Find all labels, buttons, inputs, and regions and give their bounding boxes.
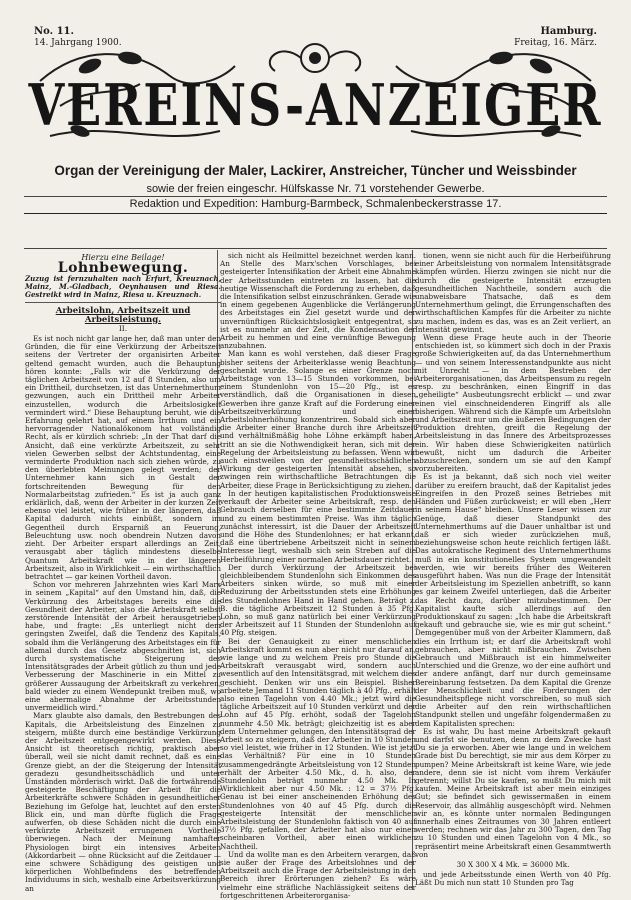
rule-bottom	[24, 213, 607, 214]
masthead-title: VEREINS-ANZEIGER	[28, 71, 603, 139]
issue-year: 14. Jahrgang 1900.	[34, 38, 122, 48]
paragraph: tionen, wenn sie nicht auch für die Herbeiführung einer Arbeitsleistung von normalem Intensitätsgrade kämpfen würden. Hierzu zwingen sie nicht nur die durch die gesteigerte Intensität erzeugten gesundheitlichen Nachtheile, sondern auch die unabweisbare Thatsache, daß es dem Unternehmerthum gelingt, die Errungenschaften des wirthschaftlichen Kampfes für die Arbeiter zu nichte zu machen, indem es das, was es an Zeit verliert, an Intensität gewinnt.	[415, 251, 611, 334]
article-title: Lohnbewegung.	[57, 260, 189, 277]
column-3	[415, 252, 611, 892]
rule-top	[24, 196, 607, 197]
paragraph: und jede Arbeitsstunde einen Werth von 40 Pfg. Läßt Du mich nun statt 10 Stunden pro Tag	[415, 870, 611, 888]
subtitle: Organ der Vereinigung der Maler, Lackirer, Anstreicher, Tüncher und Weissbinder	[54, 163, 577, 178]
column-1	[25, 252, 221, 892]
paragraph: Bei der Genauigkeit zu einer menschlichen Arbeitskraft kommt es nun aber nicht nur darauf an, wie lange und zu welchem Preis pro Stunde die Arbeitskraft verausgabt wird, sondern auch wesentlich auf den Intensitätsgrad, mit welchem dies geschieht. Denken wir uns ein Beispiel. Bisher arbeitete Jemand 11 Stunden täglich à 40 Pfg., erhält also einen Tagelohn von 4.40 Mk.; jetzt wird die tägliche Arbeitszeit auf 10 Stunden verkürzt und der Lohn auf 45 Pfg. erhöht, sodaß der Tagelohn nunmehr 4.50 Mk. beträgt; gleichzeitig ist es aber dem Unternehmer gelungen, den Intensitätsgrad der Arbeit so zu steigern, daß der Arbeiter in 10 Stunden so viel leistet, wie früher in 12 Stunden. Wie ist jetzt das Verhältniß? Für eine in 10 Stunden zusammengedrängte Arbeitsleistung von 12 Stunden erhält der Arbeiter 4.50 Mk., d. h. also, der Stundenlohn beträgt nunmehr 4.50 Mk. In Wirklichkeit aber nur 4.50 Mk. : 12 = 37½ Pfg. Genau ist bei einer anscheinenden Erhöhung des Stundenlohnes von 40 auf 45 Pfg. durch die gesteigerte Intensität der menschlichen Arbeitsleistung der Stundenlohn faktisch von 40 auf 37½ Pfg. gefallen, der Arbeiter hat also nur einen scheinbaren Vortheil, aber einen wirklichen Nachtheil.	[220, 636, 416, 851]
paragraph: sich nicht als Heilmittel bezeichnet werden kann. An Stelle des Marx'schen Vorschlages, bei gesteigerter Intensifikation der Arbeit eine Abnahme der Arbeitsstunden eintreten zu lassen, hat die heutige Wissenschaft die Forderung zu erheben, daß die Intensifikation selbst einzuschränken. Gerade wie in einem gegebenen Augenblicke die Verlängerung des Arbeitstages ein Ziel gesetzt wurde und der unvernünftigen Rücksichtslosigkeit entgegentrat, so ist es nunmehr an der Zeit, die Kondensation der Arbeit zu hemmen und eine vernünftige Bewegung anzubahnen.	[220, 251, 416, 351]
section-heading: Arbeitslohn, Arbeitszeit und Arbeitsleistung.	[55, 306, 191, 325]
issue-date: Freitag, 16. März.	[514, 38, 597, 48]
issue-place: Hamburg.	[540, 26, 597, 37]
column-2	[220, 251, 416, 900]
paragraph: Schon vor mehreren Jahrzehnten wies Karl Marx in seinem „Kapital“ auf den Umstand hin, daß, die Verkürzung des Arbeitstages bereits eine die Gesundheit der Arbeiter, also die Arbeitskraft selbst zerstörende Intensität der Arbeit herausgetrieben habe, und fragte: „Es unterliegt nicht dem geringsten Zweifel, daß die Tendenz des Kapitals, sobald ihm die Verlängerung des Arbeitstages ein für allemal durch das Gesetz abgeschnitten ist, sich durch systematische Steigerung des Intensitätsgrades der Arbeit gütlich zu thun und jede Verbesserung der Maschinerie in ein Mittel zu größerer Aussaugung der Arbeitskraft zu verkehren, bald wieder zu einem Wendepunkt treiben muß, wo eine abermalige Abnahme der Arbeitsstunden unvermeidlich wird.“	[25, 580, 221, 713]
supplement-notice: Hierzu eine Beilage!	[81, 253, 165, 262]
rule-columns	[24, 248, 607, 249]
paragraph: Wenn diese Frage heute auch in der Theorie entschieden ist, so kümmert sich doch in der Praxis große Schwierigkeiten auf, da das Unternehmerthum — und von seinem Interessenstandpunkte aus nicht mit Unrecht — in dem Bestreben der Arbeiterorganisationen, das Arbeitspensum zu regeln resp. zu beschränken, einen Eingriff in das „geheiligte“ Ausbeutungsrecht erblickt — und zwar einen viel einschneidenderen Eingriff als alle bisherigen. Während sich die Kämpfe um Arbeitslohn und Arbeitszeit nur um die äußeren Bedingungen der Produktion drehten, greift die Regelung der Arbeitsleistung in das Innere des Arbeitsprozesses ein. Wir haben diese Schwierigkeiten natürlich bewußt, nicht um dadurch die Arbeiter abzuschrecken, sondern um sie auf den Kampf vorzubereiten.	[415, 333, 611, 474]
supplement-line: sowie der freien eingeschr. Hülfskasse Nr. 71 vorstehender Gewerbe.	[146, 183, 485, 195]
paragraph: Es ist wahr, Du hast meine Arbeitskraft gekauft und darfst sie benutzen, denn zu dem Zwecke hast Du sie ja erworben. Aber wie lange und in welchem Grade bist Du berechtigt, sie mir aus dem Körper zu pumpen? Meine Arbeitskraft ist keine Ware, wie jede andere, denn sie ist nicht vom ihrem Verkäufer getrennt; willst Du sie kaufen, so mußt Du mich mit kaufen. Meine Arbeitskraft ist aber mein einziges Gut; sie befindet sich gewissermaßen in einem Reservoir, das allmählig ausgeschöpft wird. Nehmen wir an, es könnte unter normalen Bedingungen innerhalb eines Zeitraumes von 30 Jahren entleert werden; rechnen wir das Jahr zu 300 Tagen, den Tag zu 10 Stunden und einen Tagelohn von 4 Mk., so repräsentirt meine Arbeitskraft einen Gesammtwerth von	[415, 726, 611, 859]
editorial-line: Redaktion und Expedition: Hamburg-Barmbeck, Schmalenbeckerstrasse 17.	[129, 198, 502, 210]
paragraph: In der heutigen kapitalistischen Produktionsweise verkauft der Arbeiter seine Arbeitskraft, resp. den Gebrauch derselben für eine bestimmte Zeitdauer und zu einem bestimmten Preise. Was ihm täglich zunächst interessirt, ist die Dauer der Arbeitszeit und die Höhe des Stundenlohnes; er hat erkannt, daß eine übertriebene Arbeitszeit nicht in seinem Interesse liegt, weshalb sich sein Streben auf die Herbeiführung einer normalen Arbeitsdauer richtet.	[220, 488, 416, 564]
calculation: 30 X 300 X 4 Mk. = 36000 Mk.	[456, 860, 570, 870]
paragraph: Es ist ja bekannt, daß sich noch viel weiter darüber zu ereifern braucht, daß der Kapitalist jedes Eingreifen in den Prozeß seines Betriebes mit Händen und Füßen zurückweist; er will eben „Herr in seinem Hause“ bleiben. Unsere Leser wissen zur Genüge, daß dieser Standpunkt des Unternehmerthums auf die Dauer unhaltbar ist und daß er sich wieder zurückziehen muß, beziehungsweise schon heute reichlich fertigen läßt. Das autokratische Regiment des Unternehmerthums muß in ein konstitutionelles System umgewandelt werden, wie wir bereits früher des Weiteren ausgeführt haben. Was nun die Frage der Intensität der Arbeitsleistung im Speziellen anbetrifft, so kann es gar keinem Zweifel unterliegen, daß die Arbeiter das Recht dazu, darüber mitzubestimmen. Der Kapitalist kaufte sich allerdings auf den Produktionskauf zu sagen: „Ich habe die Arbeitskraft gekauft und gebrauche sie, wie es mir gut scheint.“ Demgegenüber muß von der Arbeiter Klammern, daß dies ein Irrthum ist; er darf die Arbeitskraft wohl gebrauchen, aber nicht mißbrauchen. Zwischen Gebrauch und Mißbrauch ist ein himmelweiter Unterschied und die Grenze, wo der eine aufhört und der andere anfängt, darf nur durch gemeinsame Bereinbarung festsetzen. Da dem Kapital die Grenze der Menschlichkeit und die Forderungen der Gesundheitspflege nicht vorschreiben, so muß sich die Arbeiter auf den rein wirthschaftlichen Standpunkt stellen und ungefähr folgendermaßen zu dem Kapitalisten sprechen:	[415, 472, 611, 728]
paragraph: Marx glaubte also damals, den Bestrebungen des Kapitals, die Arbeitsleistung des Einzelnen zu steigern, müßte durch eine beständige Verkürzung der Arbeitszeit entgegengewirkt werden. Diese Ansicht ist theoretisch richtig, praktisch aber überall, weil sie nicht damit rechnet, daß es eine Grenze giebt, an der die Steigerung der Intensität geradezu gesundheitsschädlich und unter Umständen mörderisch wirkt. Daß die fortwährende gesteigerte Beschäftigung der Arbeit für die Arbeiterkräfte schwere Schäden in gesundheitlicher Beziehung im Gefolge hat, leuchtet auf den ersten Blick ein, und man dürfte füglich die Frage aufwerfen, ob diese Schäden nicht die durch eine verkürzte Arbeitszeit errungenen Vortheile überwiegen. Nach der Meinung namhafter Physiologen birgt ein intensives Arbeiten (Akkordarbeit — ohne Rücksicht auf die Zeitdauer — eine schwere Schädigung des geistigen und körperlichen Wohlbefindens des betreffenden Individuums in sich, weshalb eine Arbeitsverkürzung an	[25, 711, 221, 893]
issue-number: No. 11.	[34, 26, 74, 37]
paragraph: Man kann es wohl verstehen, daß dieser Frage bisher seitens der Arbeiterklasse wenig Beachtung geschenkt wurde. Solange es einer Grenze noch Arbeitstage von 13—15 Stunden vorkommen, bei einem Stundenlohn von 15—20 Pfg., ist es verständlich, daß die Organisationen in diesen Gewerben ihre ganze Kraft auf die Forderung einer Arbeitszeitverkürzung und einer Arbeitslohnerhöhung konzentriren. Sobald sich aber die Arbeiter einer Branche durch ihre Arbeitszeit und verhältnißmäßig hohe Löhne erkämpft haben, tritt an sie die Nothwendigkeit heran, sich mit der Regelung der Arbeitsleistung zu befassen. Wenn wir auch einstweilen von der gesundheitsschädlichen Wirkung der gesteigerten Intensität absehen, so zwingen rein wirthschaftliche Betrachtungen die Arbeiter, diese Frage in Berücksichtigung zu ziehen.	[220, 349, 416, 490]
section-number: II.	[118, 323, 128, 333]
paragraph: Der durch Verkürzung der Arbeitszeit bei gleichbleibendem Stundenlohn sich Einkommen des Arbeiters sinken würde, so muß mit einer Reduzirung der Arbeitsstunden stets eine Erhöhung des Stundenlohnes Hand in Hand gehen. Beträgt z. B. die tägliche Arbeitszeit 12 Stunden à 35 Pfg. Lohn, so muß ganz natürlich bei einer Verkürzung der Arbeitszeit auf 11 Stunden der Stundenlohn auf 40 Pfg. steigen.	[220, 562, 416, 638]
strike-notice: Zuzug ist fernzuhalten nach Erfurt, Kreuznach, Mainz, M.-Gladbach, Oeynhausen und Riesa. Gestreikt wird in Mainz, Riesa u. Kreuznach.	[25, 275, 221, 303]
paragraph: Und da wollte man es den Arbeitern verargen, daß sie außer der Frage des Arbeitslohnes und der Arbeitszeit auch die Frage der Arbeitsleistung in den Bereich ihrer Erörterungen ziehen? Es wäre vielmehr eine sträfliche Nachlässigkeit seitens der fortgeschrittenen Arbeiterorganisa-	[220, 849, 416, 900]
paragraph: Es ist noch nicht gar lange her, daß man unter den Gründen, die für eine Verkürzung der Arbeitszeit seitens der Vertreter der organisirten Arbeiter geltend gemacht wurden, auch die Behauptung hören konnte: „Falls wir die Verkürzung der täglichen Arbeitszeit von 12 auf 8 Stunden, also um ein Drittheil, durchsetzen, ist das Unternehmerthum gezwungen, auch ein Drittheil mehr Arbeiter einzustellen, wodurch die Arbeitslosigkeit vermindert wird.“ Diese Behauptung beruht, wie die Erfahrung gelehrt hat, auf einem Irrthum und ein hervorragender Nationalökonom hat vollständig Recht, als er kürzlich schrieb: „In der That darf die Ansicht, daß eine verkürzte Arbeitszeit, zu sehr vielen Gewerben selbst der Achtstundentag, eine verminderte Produktion nach sich ziehen würde, zu den überlebten Meinungen gelegt werden; der Unternehmer kann sich in Gestalt der fortschreitenden Bewegung für den Normalarbeitstag zufrieden.“ Es ist ja auch ganz erklärlich, daß, wenn der Arbeiter in der kurzen Zeit ebenso viel leistet, wie früher in der längeren, daß Kapital dadurch nichts einbüßt, sondern im Gegentheil durch Ersparniß an Feuerung, Beleuchtung usw. noch obendrein Nutzen davon zieht. Der Arbeiter erspart allerdings an Zeit, verausgabt aber täglich mindestens dieselbe Quantum Arbeitskraft wie in der längeren Arbeitszeit, also in Wirklichkeit — ein wirthschaftlich betrachtet — gar keinen Vortheil davon.	[25, 334, 221, 581]
